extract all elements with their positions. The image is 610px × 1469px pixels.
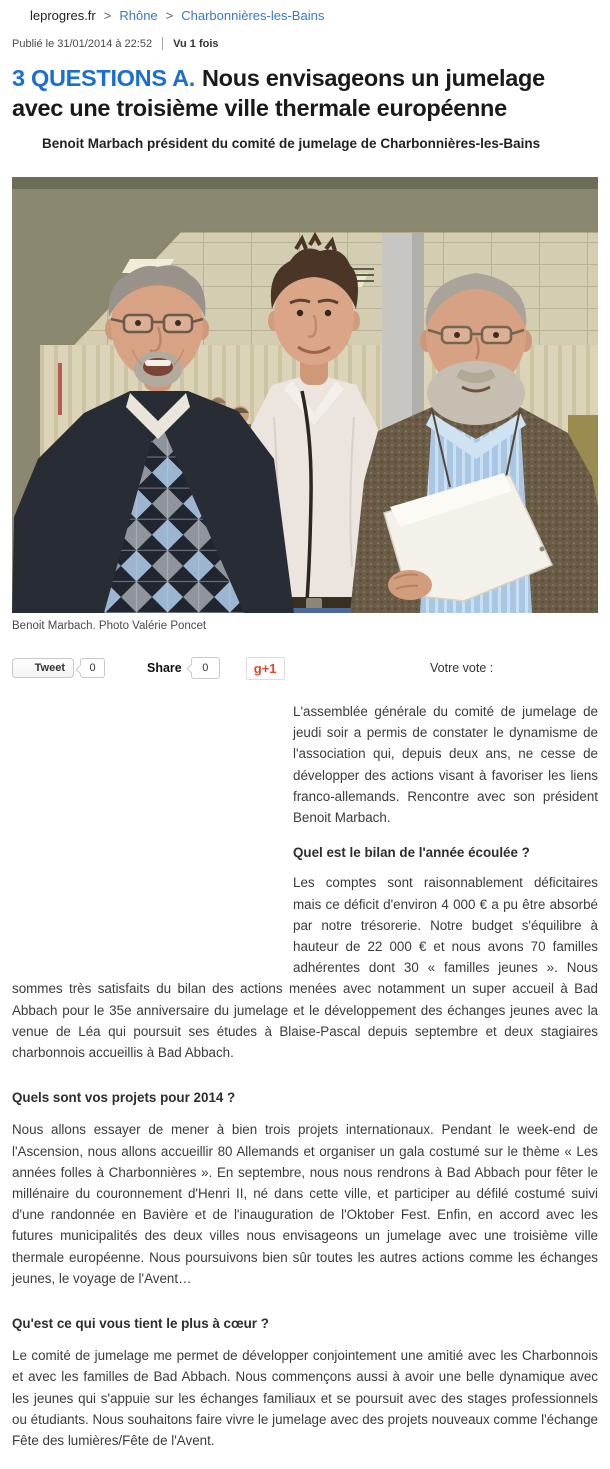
article-meta bbox=[12, 37, 598, 50]
article-figure bbox=[12, 177, 598, 632]
view-count: Vu 1 fois bbox=[173, 37, 219, 50]
share-count[interactable]: 0 bbox=[191, 657, 220, 679]
headline-title: Nous envisageons un jumelage avec une troisième ville thermale européenne bbox=[12, 65, 545, 121]
question-bilan: Quel est le bilan de l'année écoulée ? bbox=[293, 845, 530, 861]
question-coeur: Qu'est ce qui vous tient le plus à cœur ? bbox=[12, 1316, 269, 1332]
breadcrumb-link-city[interactable]: Charbonnières-les-Bains bbox=[181, 8, 325, 23]
tweet-count[interactable]: 0 bbox=[80, 658, 105, 678]
social-bar bbox=[12, 656, 598, 680]
headline bbox=[12, 63, 598, 123]
breadcrumb-site[interactable]: leprogres.fr bbox=[30, 8, 96, 23]
article-body bbox=[12, 701, 598, 1451]
answer-projets: Nous allons essayer de mener à bien trois projets internationaux. Pendant le week-end de l'Ascension, nous allons accueillir 80 Allemands et organiser un gala costumé sur le thème « Les années folles à Charbonnières ». En septembre, nous nous rendrons à Bad Abbach pour fêter le millénaire du couronnement d'Henri II, né dans cette ville, et participer au défilé costumé suivi d'une randonnée en Bavière et de l'inauguration de l'Oktober Fest. Enfin, en accord avec les futures municipalités des deux villes nous envisageons un jumelage avec une troisième ville thermale européenne. Nous poursuivons bien sûr toutes les autres actions comme les échanges jeunes, le voyage de l'Avent… bbox=[12, 1122, 598, 1286]
google-plus-one-button[interactable]: g+1 bbox=[246, 657, 285, 680]
vote-label: Votre vote : bbox=[430, 661, 494, 675]
share-button[interactable]: Share bbox=[147, 661, 182, 675]
answer-bilan: Les comptes sont raisonnablement déficitaires mais ce déficit d'environ 4 000 € a pu être absorbé par notre trésorerie. Notre budget s'équilibre à hauteur de 22 000 € et nous avons 70 familles adhérentes dont 30 « familles jeunes ». Nous sommes très satisfaits du bilan des actions menées avec notamment un super accueil à Bad Abbach pour le 35e anniversaire du jumelage et le développement des échanges jeunes avec la venue de Léa qui poursuit ses études à Blaise-Pascal depuis septembre et deux stagiaires charbonnois accueillis à Bad Abbach. bbox=[12, 875, 598, 1061]
question-projets: Quels sont vos projets pour 2014 ? bbox=[12, 1090, 236, 1106]
published-date: Publié le 31/01/2014 à 22:52 bbox=[12, 37, 153, 50]
meta-divider bbox=[162, 37, 163, 50]
breadcrumb-link-rhone[interactable]: Rhône bbox=[119, 8, 158, 23]
subtitle: Benoit Marbach président du comité de jumelage de Charbonnières-les-Bains bbox=[42, 136, 541, 151]
breadcrumb-separator: > bbox=[103, 8, 112, 23]
answer-coeur: Le comité de jumelage me permet de développer conjointement une amitié avec les Charbonnois et avec les familles de Bad Abbach. Nous commençons aussi à avoir une belle dynamique avec les jeunes qui s'appuie sur les échanges familiaux et se poursuit avec des stages professionnels ou étudiants. Nous souhaitons faire vivre le jumelage avec des projets nouveaux comme l'échange Fête des lumières/Fête de l'Avent. bbox=[12, 1348, 598, 1449]
article-photo-illustration bbox=[12, 177, 598, 613]
tweet-button[interactable]: Tweet bbox=[12, 658, 74, 678]
breadcrumb-separator: > bbox=[165, 8, 174, 23]
intro-paragraph: L'assemblée générale du comité de jumelage de jeudi soir a permis de constater le dynamisme de l'association qui, depuis deux ans, ne cesse de développer des actions visant à favoriser les liens franco-allemands. Rencontre avec son président Benoit Marbach. bbox=[293, 704, 598, 826]
intro-section bbox=[12, 701, 598, 1063]
photo-caption: Benoit Marbach. Photo Valérie Poncet bbox=[12, 620, 207, 632]
breadcrumb bbox=[12, 8, 598, 23]
headline-kicker: 3 QUESTIONS A. bbox=[12, 65, 195, 91]
left-whitespace bbox=[12, 701, 293, 976]
